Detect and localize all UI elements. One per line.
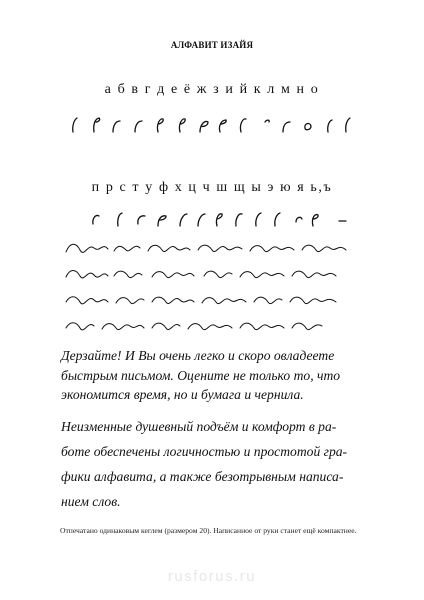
handwritten-sample-line-3 [64,290,364,308]
footnote: Отпечатано одинаковым кеглем (размером 20). Написанное от руки станет ещё компактнее. [60,526,357,535]
alphabet-row-1: а б в г д е ё ж з и й к л м н о [104,82,320,97]
paragraph-line: Неизменные душевный подъём и комфорт в ра- [61,419,337,434]
paragraph-line: быстрым письмом. Оцените не только то, что [61,367,341,383]
alphabet-row-2: п р с т у ф х ц ч ш щ ы э ю я ь,ъ [91,180,333,195]
script-glyphs-row-1 [0,114,424,138]
handwritten-sample-line-1 [64,238,364,256]
watermark: rusforus.ru [167,568,257,585]
paragraph-line: экономится время, но и бумага и чернила. [61,387,304,402]
page-title: АЛФАВИТ ИЗАЙЯ [170,40,254,50]
handwritten-sample-line-4 [64,316,364,334]
script-glyphs-row-2 [0,208,424,232]
paragraph-benefits [61,414,381,514]
paragraph-line: фики алфавита, а также безотрывным написа- [61,469,344,484]
paragraph-encouragement [61,346,381,405]
paragraph-line: Дерзайте! И Вы очень легко и скоро овладеете [61,348,335,363]
handwritten-sample-line-2 [64,264,364,282]
paragraph-line: нием слов. [61,494,121,509]
paragraph-line: боте обеспечены логичностью и простотой гра- [61,444,348,459]
